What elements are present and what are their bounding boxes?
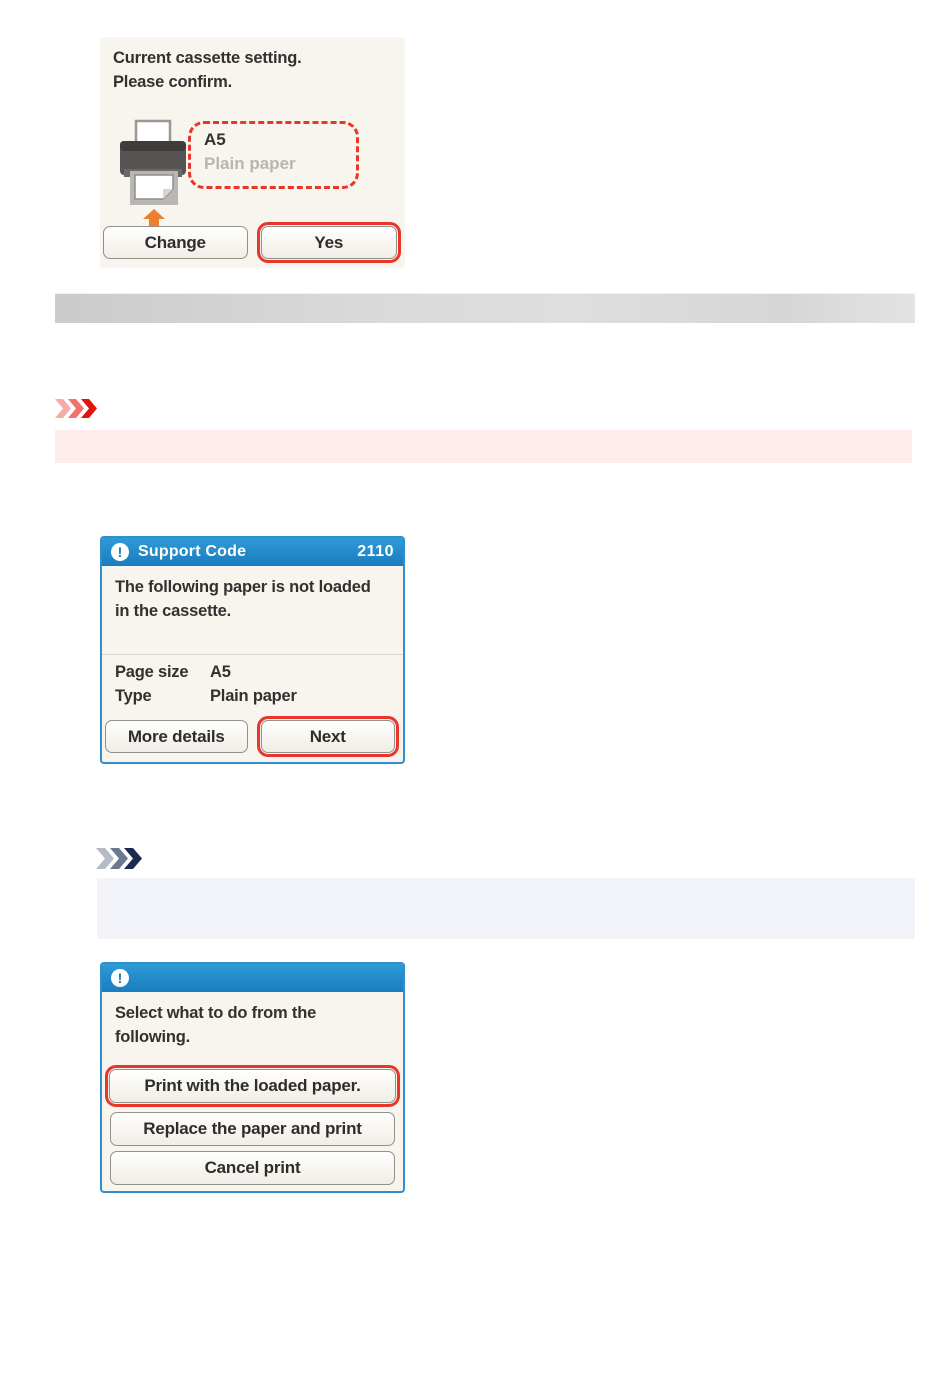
paper-type-value: Plain paper: [204, 154, 296, 173]
paper-type-label: Type: [115, 687, 152, 705]
next-button[interactable]: Next: [261, 720, 396, 753]
change-button[interactable]: Change: [103, 226, 248, 259]
yes-button-highlight-ring: [257, 222, 402, 263]
screen3-titlebar: [102, 964, 403, 992]
print-with-loaded-paper-button[interactable]: Print with the loaded paper.: [109, 1069, 396, 1103]
support-code-label: Support Code: [138, 543, 247, 560]
screen3-message: [102, 992, 403, 1065]
important-callout-box: [55, 430, 912, 463]
yes-button[interactable]: Yes: [261, 226, 398, 259]
section-divider-bar: [55, 293, 915, 323]
paper-type-value: Plain paper: [210, 687, 297, 705]
page-size-row: [115, 660, 390, 684]
replace-paper-and-print-button[interactable]: Replace the paper and print: [110, 1112, 395, 1146]
cassette-confirm-screen: [100, 37, 405, 268]
support-code-screen: [100, 536, 405, 764]
screen1-message-line1: Current cassette setting.: [113, 49, 302, 67]
paper-setting-highlight: [188, 121, 359, 189]
alert-icon: !: [111, 969, 129, 987]
screen3-message-line2: following.: [115, 1028, 190, 1046]
note-chevrons-icon: [96, 848, 146, 874]
alert-icon: !: [111, 543, 129, 561]
note-callout-box: [97, 878, 915, 939]
cancel-print-button[interactable]: Cancel print: [110, 1151, 395, 1185]
screen2-titlebar: [102, 538, 403, 566]
printer-cassette-icon: [118, 119, 190, 231]
screen2-message-line2: in the cassette.: [115, 602, 232, 620]
paper-size-value: A5: [204, 130, 226, 149]
print-loaded-paper-highlight-ring: [105, 1065, 400, 1107]
important-chevrons-icon: [55, 399, 101, 423]
paper-type-row: [115, 684, 390, 708]
page-size-value: A5: [210, 663, 231, 681]
more-details-button[interactable]: More details: [105, 720, 248, 753]
support-code-number: 2110: [357, 543, 394, 560]
screen2-message-line1: The following paper is not loaded: [115, 578, 371, 596]
paper-mismatch-choice-screen: [100, 962, 405, 1193]
screen3-message-line1: Select what to do from the: [115, 1004, 317, 1022]
screen2-message: [102, 566, 403, 654]
paper-details: [102, 654, 403, 715]
screen1-message: [100, 37, 405, 94]
page-size-label: Page size: [115, 663, 189, 681]
screen1-message-line2: Please confirm.: [113, 73, 232, 91]
next-button-highlight-ring: [257, 716, 400, 757]
